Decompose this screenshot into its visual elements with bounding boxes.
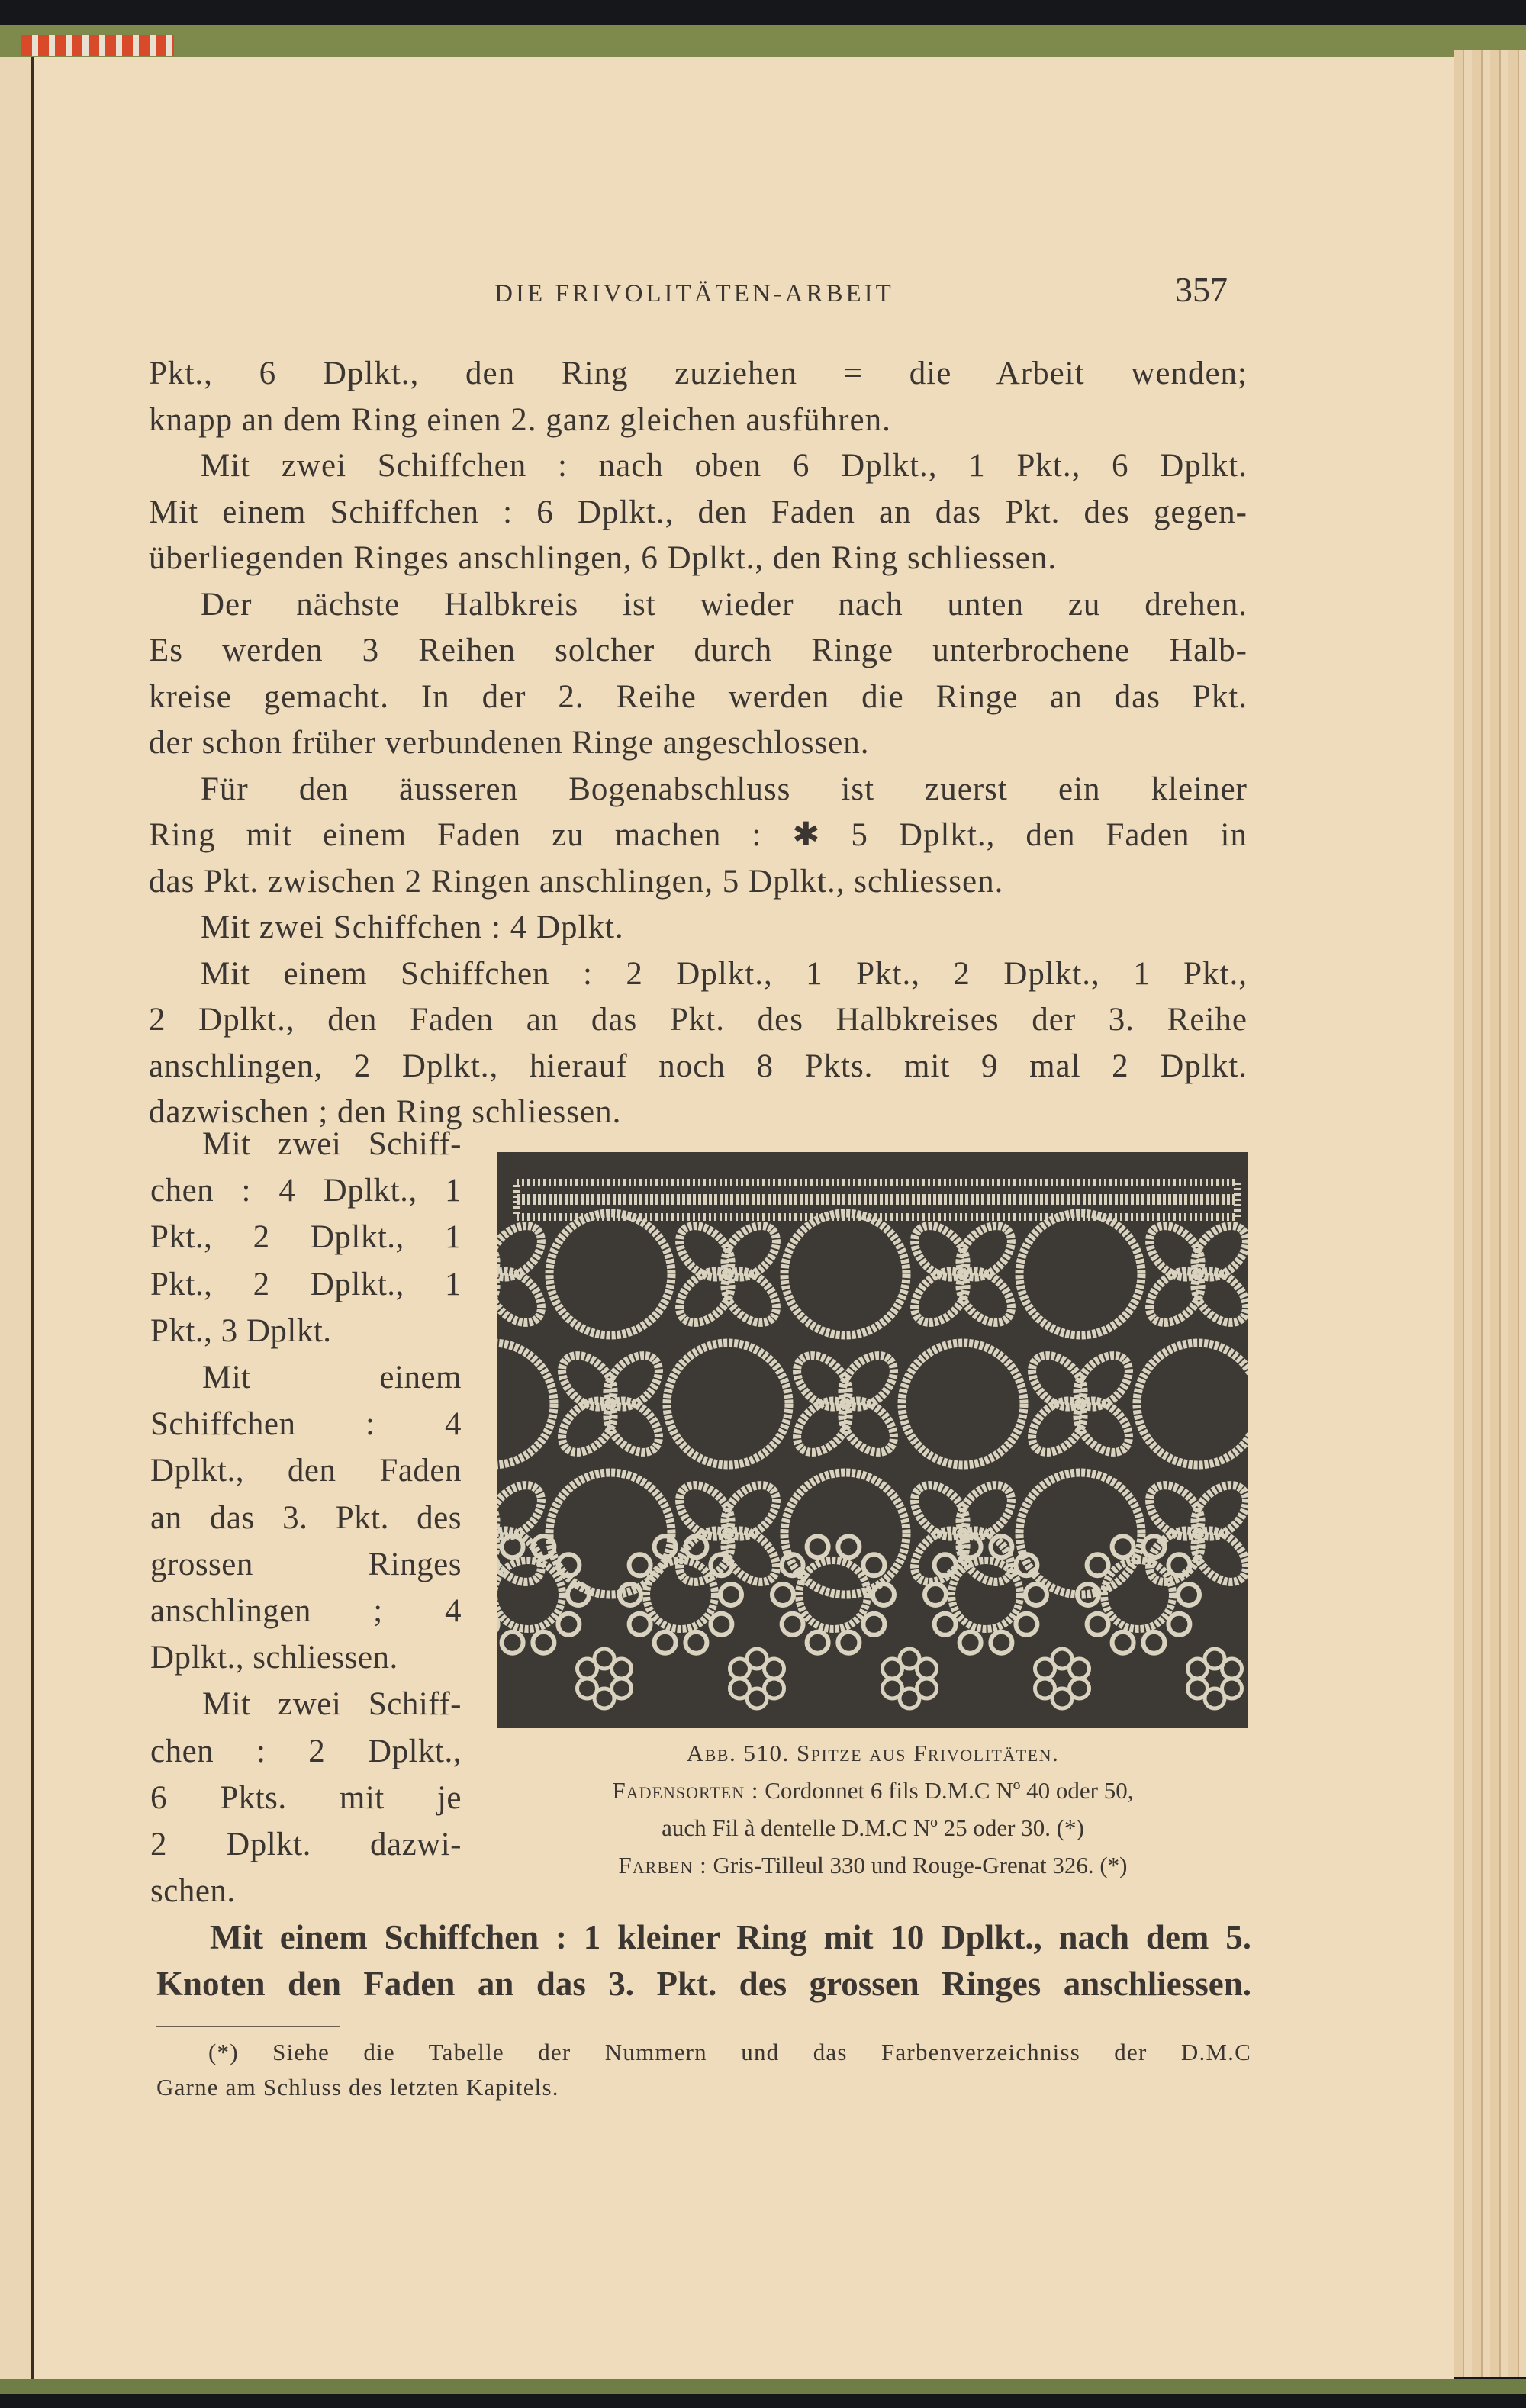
figure-lace-illustration xyxy=(497,1152,1248,1728)
lace-small-flower-petal xyxy=(577,1679,597,1698)
lace-flower-picot xyxy=(863,1554,884,1576)
lace-flower-picot xyxy=(935,1614,956,1635)
lace-flower-picot xyxy=(1087,1614,1109,1635)
text-line: chen : 4 Dplkt., 1 xyxy=(150,1173,462,1209)
paragraph xyxy=(150,1354,462,1681)
lace-clover-petal xyxy=(497,1261,551,1332)
threads-text-2: auch Fil à dentelle D.M.C Nº 25 oder 30. (*) xyxy=(662,1814,1084,1841)
lace-ring xyxy=(1137,1343,1248,1465)
lace-ring xyxy=(951,1560,1020,1629)
lace-flower-picot xyxy=(1112,1536,1134,1557)
lace-flower-picot xyxy=(1168,1614,1190,1635)
lace-flower-picot xyxy=(990,1632,1012,1653)
paragraph xyxy=(149,767,1248,906)
lace-flower-picot xyxy=(1016,1614,1037,1635)
text-line: Pkt., 3 Dplkt. xyxy=(150,1312,332,1349)
lace-flower-picot xyxy=(1112,1632,1134,1653)
lace-flower-picot xyxy=(1143,1536,1164,1557)
text-line: Der nächste Halbkreis ist wieder nach unten zu drehen. xyxy=(201,586,1248,623)
text-line: Knoten den Faden an das 3. Pkt. des grossen Ringes anschliessen. xyxy=(156,1965,1251,2003)
lace-flower-picot xyxy=(782,1554,803,1576)
text-line: dazwischen ; den Ring schliessen. xyxy=(149,1094,622,1130)
lace-ring xyxy=(1104,1560,1173,1629)
lace-ring xyxy=(497,1343,554,1465)
lace-flower-picot xyxy=(838,1632,859,1653)
text-line: Mit zwei Schiff- xyxy=(202,1686,462,1723)
text-line: 2 Dplkt. dazwi- xyxy=(150,1827,462,1863)
bookmark-ribbon xyxy=(21,35,174,56)
lace-ring xyxy=(1019,1213,1141,1335)
lace-small-flower-petal xyxy=(1222,1659,1242,1679)
running-head-title: DIE FRIVOLITÄTEN-ARBEIT xyxy=(494,280,894,307)
lace-flower-picot xyxy=(1143,1632,1164,1653)
lace-ring xyxy=(549,1213,671,1335)
text-line: Garne am Schluss des letzten Kapitels. xyxy=(156,2074,559,2101)
colors-label: Farben : xyxy=(618,1852,707,1878)
caption-colors-line xyxy=(497,1846,1248,1884)
tatting-lace-image xyxy=(497,1152,1248,1728)
footnote xyxy=(156,2035,1251,2105)
text-line: Mit zwei Schiffchen : 4 Dplkt. xyxy=(201,909,624,945)
text-line: überliegenden Ringes anschlingen, 6 Dplkt., den Ring schliessen. xyxy=(149,540,1058,576)
text-line: Für den äusseren Bogenabschluss ist zuerst ein kleiner xyxy=(201,771,1248,807)
lace-flower-picot xyxy=(807,1536,829,1557)
text-line: 2 Dplkt., den Faden an das Pkt. des Halbkreises der 3. Reihe xyxy=(149,1002,1248,1038)
text-line: Pkt., 2 Dplkt., 1 xyxy=(150,1266,462,1302)
lace-flower-picot xyxy=(838,1536,859,1557)
lace-flower-picot xyxy=(873,1584,894,1605)
paragraph xyxy=(149,582,1248,767)
paragraph xyxy=(149,443,1248,582)
lace-ring xyxy=(497,1560,562,1629)
footnote-divider xyxy=(156,2026,340,2027)
lace-small-flower-petal xyxy=(1187,1679,1207,1698)
lace-flower-picot xyxy=(1168,1554,1190,1576)
figure-caption xyxy=(497,1734,1248,1884)
paragraph xyxy=(156,2035,1251,2105)
lace-flower-picot xyxy=(502,1632,523,1653)
text-line: (*) Siehe die Tabelle der Nummern und das Farbenverzeichniss der D.M.C xyxy=(208,2039,1251,2065)
lace-flower-picot xyxy=(629,1614,651,1635)
side-column-text xyxy=(150,1121,462,1914)
text-line: Mit zwei Schiffchen : nach oben 6 Dplkt., 1 Pkt., 6 Dplkt. xyxy=(201,448,1248,484)
colors-text: Gris-Tilleul 330 und Rouge-Grenat 326. (*) xyxy=(713,1852,1128,1878)
book-binding-bottom xyxy=(0,2379,1526,2394)
text-line: Pkt., 6 Dplkt., den Ring zuziehen = die Arbeit wenden; xyxy=(149,356,1248,391)
text-line: Pkt., 2 Dplkt., 1 xyxy=(150,1219,462,1256)
facing-page-edge xyxy=(0,57,34,2381)
paragraph xyxy=(156,1914,1251,2007)
lace-flower-picot xyxy=(782,1614,803,1635)
lace-ring xyxy=(784,1213,906,1335)
paragraph xyxy=(149,951,1248,1136)
book-binding-top xyxy=(0,25,1526,57)
lace-flower-picot xyxy=(925,1584,946,1605)
page-number: 357 xyxy=(1175,270,1228,309)
page-stack-edges xyxy=(1454,50,1526,2377)
lace-flower-picot xyxy=(772,1584,794,1605)
lace-small-flower-petal xyxy=(1035,1679,1054,1698)
text-line: Es werden 3 Reihen solcher durch Ringe unterbrochene Halb- xyxy=(149,633,1248,668)
text-line: Mit einem Schiffchen : 1 kleiner Ring mit 10 Dplkt., nach dem 5. xyxy=(210,1918,1251,1956)
lace-flower-picot xyxy=(710,1614,732,1635)
lace-ring xyxy=(1019,1473,1141,1595)
text-line: chen : 2 Dplkt., xyxy=(150,1733,462,1769)
closing-text xyxy=(156,1914,1251,2007)
text-line: Schiffchen : 4 xyxy=(150,1406,462,1443)
lace-small-flower-petal xyxy=(882,1679,902,1698)
lace-flower-picot xyxy=(720,1584,742,1605)
paragraph xyxy=(150,1681,462,1914)
text-line: knapp an dem Ring einen 2. ganz gleichen ausführen. xyxy=(149,401,891,438)
text-line: 6 Pkts. mit je xyxy=(150,1779,462,1816)
lace-flower-picot xyxy=(1087,1554,1109,1576)
lace-ring xyxy=(667,1343,789,1465)
lace-clover-petal xyxy=(497,1216,551,1287)
text-line: an das 3. Pkt. des xyxy=(150,1499,462,1536)
caption-threads-line xyxy=(497,1772,1248,1809)
lace-flower-picot xyxy=(807,1632,829,1653)
caption-title: Abb. 510. Spitze aus Frivolitäten. xyxy=(686,1740,1060,1766)
lace-flower-picot xyxy=(960,1632,981,1653)
text-line: Mit einem xyxy=(202,1360,462,1396)
lace-flower-picot xyxy=(655,1632,676,1653)
lace-flower-picot xyxy=(863,1614,884,1635)
text-line: anschlingen ; 4 xyxy=(150,1593,462,1630)
lace-ring xyxy=(902,1343,1024,1465)
text-line: schen. xyxy=(150,1873,236,1910)
text-line: Mit einem Schiffchen : 6 Dplkt., den Faden an das Pkt. des gegen- xyxy=(149,494,1248,530)
lace-flower-picot xyxy=(1025,1584,1047,1605)
lace-small-flower-petal xyxy=(1070,1659,1090,1679)
lace-flower-picot xyxy=(629,1554,651,1576)
text-line: anschlingen, 2 Dplkt., hierauf noch 8 Pkts. mit 9 mal 2 Dplkt. xyxy=(149,1048,1248,1084)
text-line: kreise gemacht. In der 2. Reihe werden die Ringe an das Pkt. xyxy=(149,678,1248,715)
threads-label: Fadensorten : xyxy=(612,1777,759,1804)
text-line: Dplkt., den Faden xyxy=(150,1453,462,1489)
lace-flower-picot xyxy=(558,1614,579,1635)
text-line: grossen Ringes xyxy=(150,1546,462,1582)
paragraph xyxy=(150,1121,462,1354)
lace-small-flower-petal xyxy=(612,1659,632,1679)
text-line: Mit zwei Schiff- xyxy=(202,1126,462,1162)
lace-flower-picot xyxy=(1178,1584,1199,1605)
lace-small-flower-petal xyxy=(765,1659,784,1679)
lace-small-flower-petal xyxy=(729,1679,749,1698)
text-line: Dplkt., schliessen. xyxy=(150,1640,398,1676)
lace-flower-picot xyxy=(533,1632,554,1653)
text-line: das Pkt. zwischen 2 Ringen anschlingen, 5 Dplkt., schliessen. xyxy=(149,863,1004,900)
main-text xyxy=(149,351,1248,1136)
paragraph xyxy=(149,351,1248,443)
lace-flower-picot xyxy=(685,1632,707,1653)
text-line: der schon früher verbundenen Ringe angeschlossen. xyxy=(149,725,870,761)
text-line: Ring mit einem Faden zu machen : ✱ 5 Dplkt., den Faden in xyxy=(149,817,1248,853)
threads-text-1: Cordonnet 6 fils D.M.C Nº 40 oder 50, xyxy=(765,1777,1134,1804)
paragraph xyxy=(149,905,1248,951)
lace-small-flower-petal xyxy=(917,1659,937,1679)
text-line: Mit einem Schiffchen : 2 Dplkt., 1 Pkt., 2 Dplkt., 1 Pkt., xyxy=(201,955,1248,992)
